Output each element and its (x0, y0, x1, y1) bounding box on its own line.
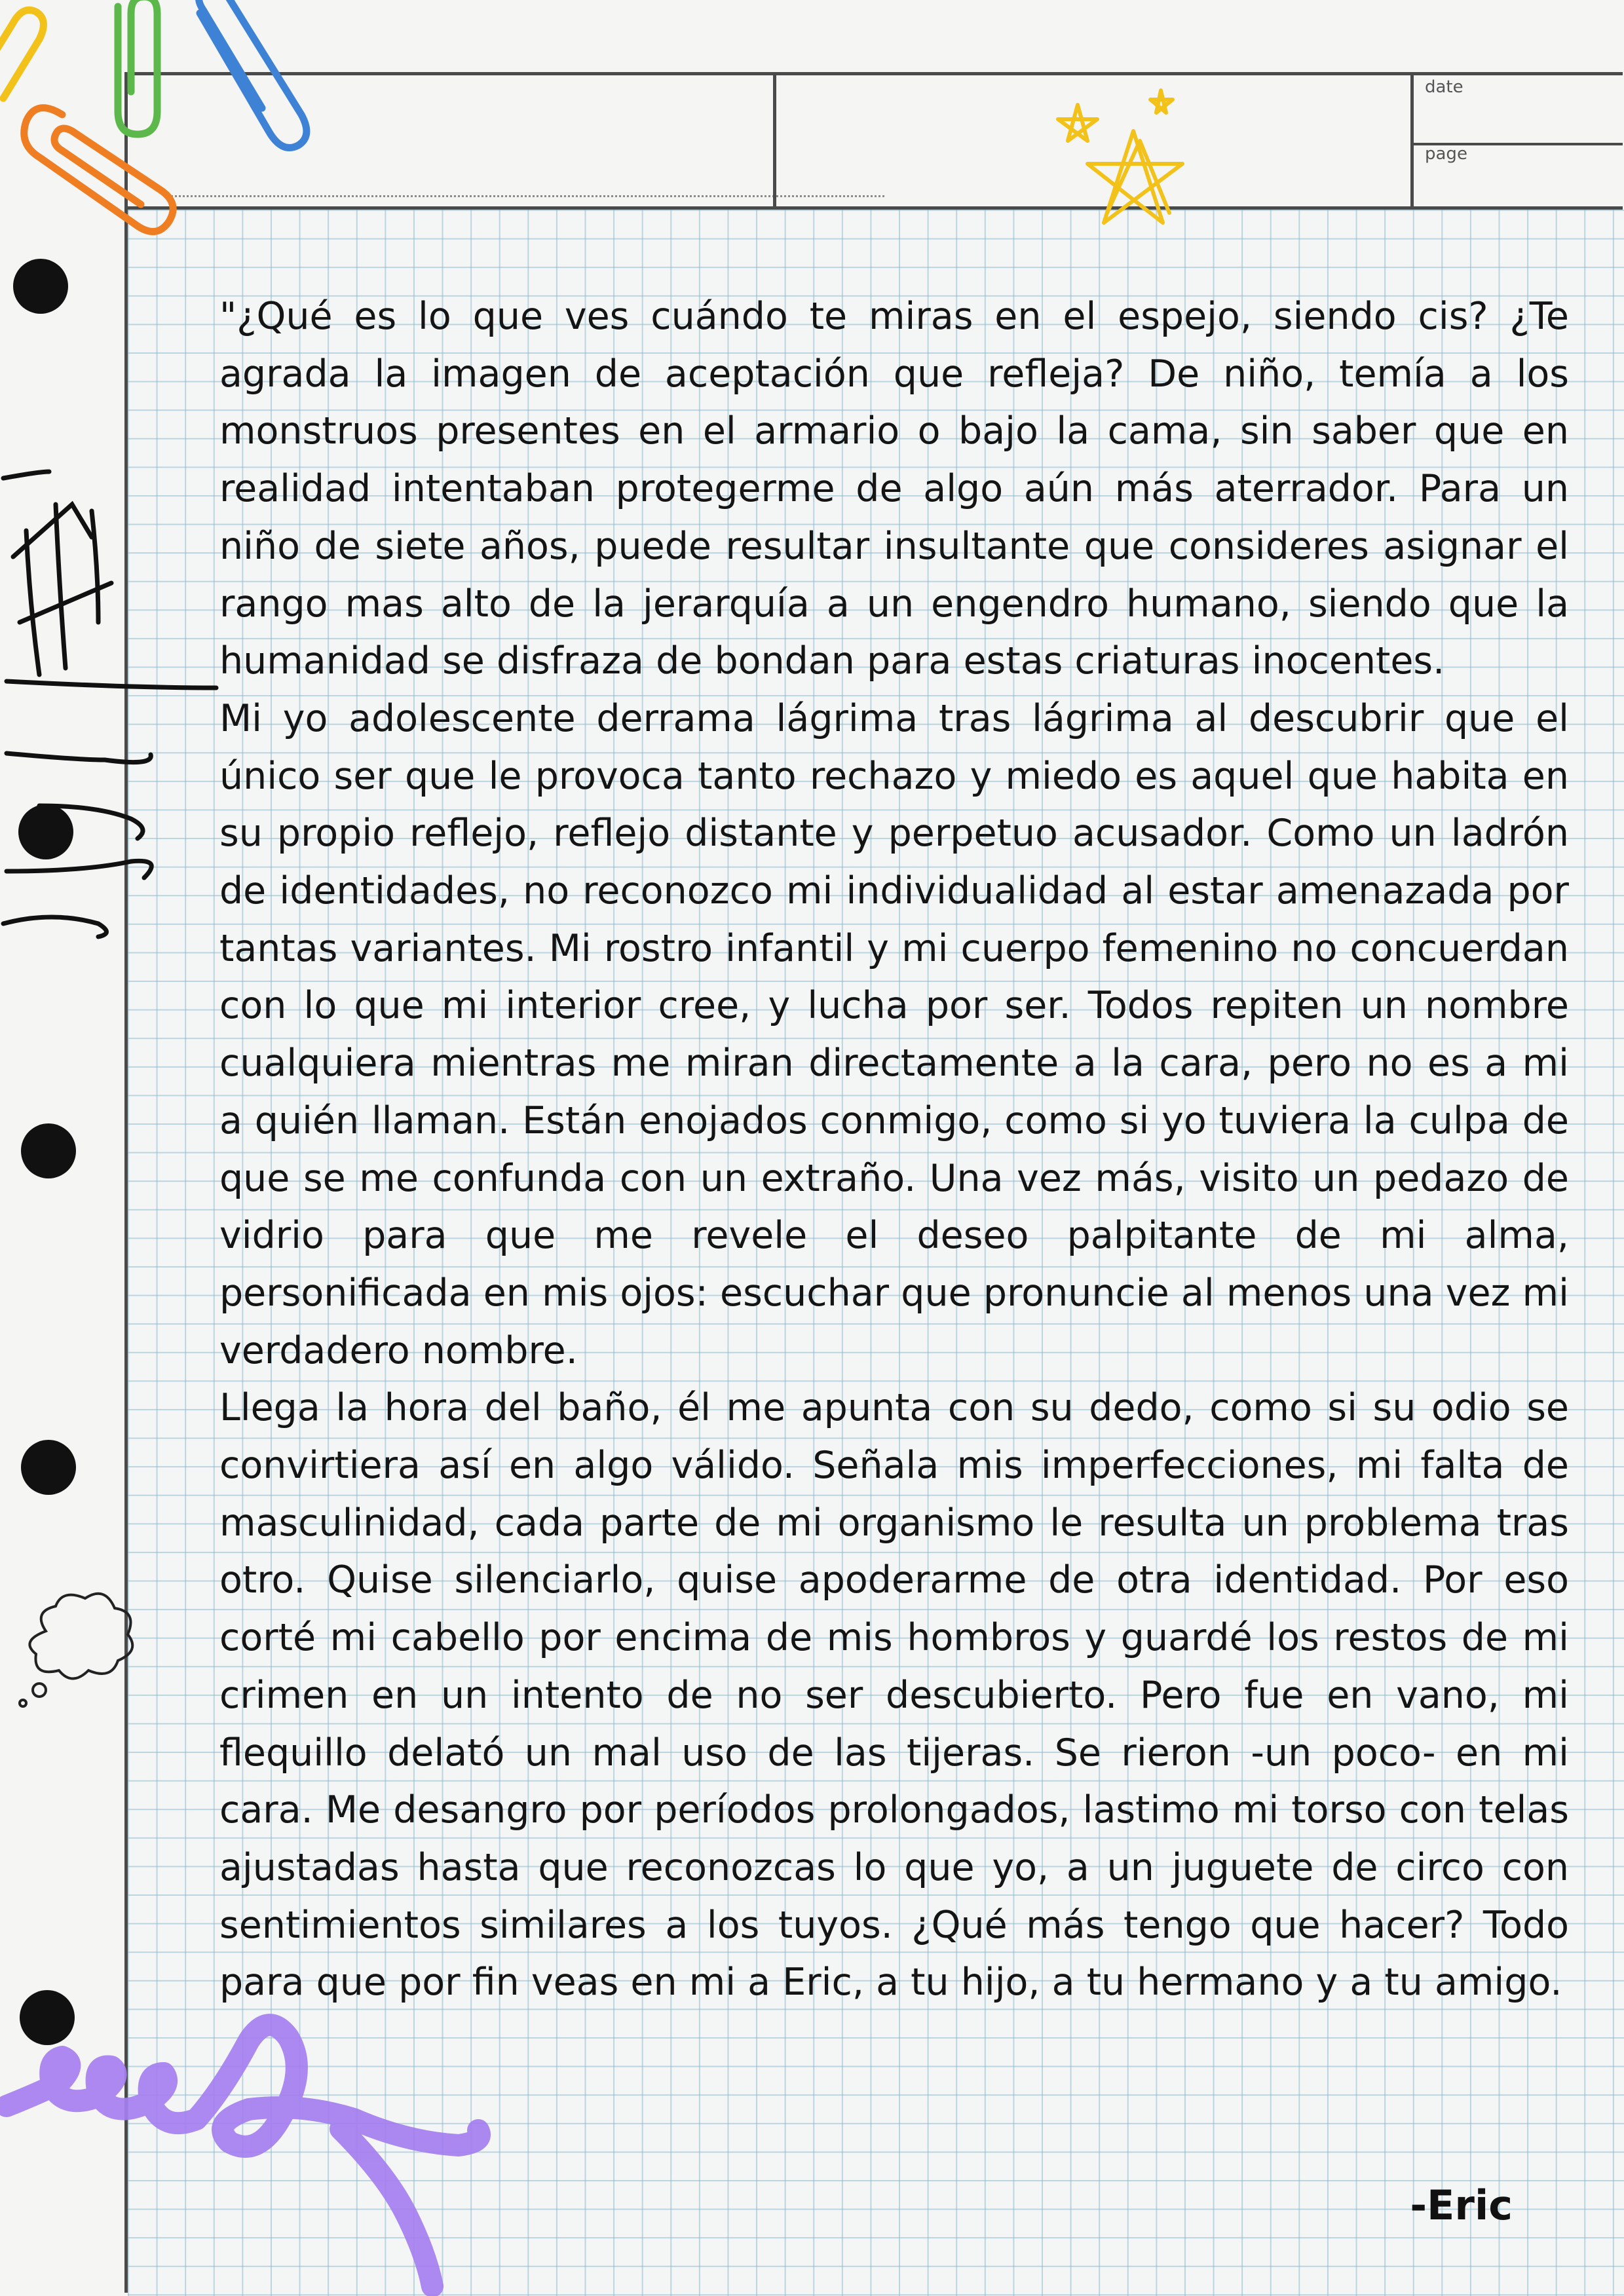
cloud-doodle-icon (13, 1572, 144, 1716)
black-scribble-icon (0, 452, 223, 963)
paperclip-green-icon (118, 0, 157, 134)
signature: -Eric (1410, 2181, 1513, 2229)
header-divider (1410, 72, 1414, 206)
punch-hole-icon (13, 259, 68, 314)
header-divider (773, 72, 776, 206)
punch-hole-icon (21, 1440, 76, 1495)
paragraph: Llega la hora del baño, él me apunta con su dedo, como si su odio se convirtiera así en algo válido. Señala mis imperfecciones, mi falta de masculinidad, cada parte de mi organismo le resulta un problema tras otro. Quise silenciarlo, quise apoderarme de otra identidad. Por eso corté mi cabello por encima de mis hombros y guardé los restos de mi crimen en un intento de no ser descubierto. Pero fue en vano, mi flequillo delató un mal uso de las tijeras. Se rieron -un poco- en mi cara. Me desangro por períodos prolongados, lastimo mi torso con telas ajustadas hasta que reconozcas lo que yo, a un juguete de circo con sentimientos similares a los tuyos. ¿Qué más tengo que hacer? Todo para que por fin veas en mi a Eric, a tu hijo, a tu hermano y a tu amigo. (219, 1386, 1569, 2004)
punch-hole-icon (21, 1123, 76, 1178)
paperclips-group (0, 0, 314, 249)
purple-scribble-icon (0, 1978, 498, 2296)
star-doodle-icon (1042, 79, 1212, 236)
page-label: page (1425, 144, 1467, 164)
paperclip-yellow-icon (0, 10, 43, 98)
letter-body (219, 288, 1569, 2012)
page-header (124, 72, 1623, 210)
paragraph: "¿Qué es lo que ves cuándo te miras en el espejo, siendo cis? ¿Te agrada la imagen de aceptación que refleja? De niño, temía a los monstruos presentes en el armario o bajo la cama, sin saber que en realidad intentaban protegerme de algo aún más aterrador. Para un niño de siete años, puede resultar insultante que consideres asignar el rango mas alto de la jerarquía a un engendro humano, siendo que la humanidad se disfraza de bondan para estas criaturas inocentes. (219, 295, 1569, 683)
paragraph: Mi yo adolescente derrama lágrima tras lágrima al descubrir que el único ser que le provoca tanto rechazo y miedo es aquel que habita en su propio reflejo, reflejo distante y perpetuo acusador. Como un ladrón de identidades, no reconozco mi individualidad al estar amenazada por tantas variantes. Mi rostro infantil y mi cuerpo femenino no concuerdan con lo que mi interior cree, y lucha por ser. Todos repiten un nombre cualquiera mientras me miran directamente a la cara, pero no es a mi a quién llaman. Están enojados conmigo, como si yo tuviera la culpa de que se me confunda con un extraño. Una vez más, visito un pedazo de vidrio para que me revele el deseo palpitante de mi alma, personificada en mis ojos: escuchar que pronuncie al menos una vez mi verdadero nombre. (219, 696, 1569, 1372)
paperclip-blue-icon (198, 0, 306, 148)
date-label: date (1425, 77, 1463, 97)
